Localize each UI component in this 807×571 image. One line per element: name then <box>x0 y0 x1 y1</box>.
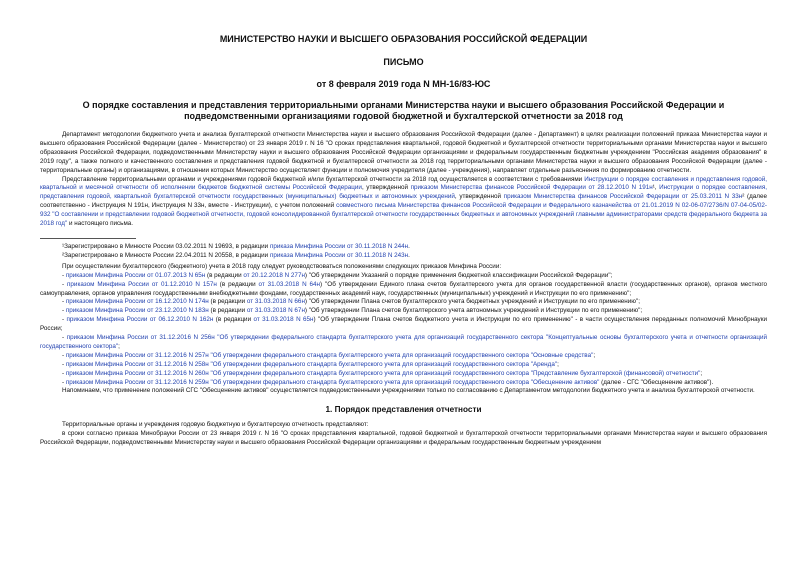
text-segment: (в редакции <box>208 298 247 306</box>
list-dash: - <box>62 360 66 368</box>
link-order[interactable]: приказом Минфина России от 31.12.2016 N 256н "Об утверждении федерального стандарта бухгалтерского учета для организаций государственного сектора "Концептуальные основы бухгалтерского учета и отчетности организаций государственного сектора" <box>40 334 767 350</box>
link-instruction-33n[interactable]: Инструкции о порядке составления, представления годовой, квартальной бухгалтерской отчетности государственных (муниципальных) бюджетных и автономных учреждений <box>40 184 767 201</box>
text-segment: . <box>408 242 410 250</box>
text-segment: ²Зарегистрировано в Минюсте России 22.04.2011 N 20558, в редакции <box>62 251 270 259</box>
list-dash: - <box>62 378 66 386</box>
link-order[interactable]: приказом Минфина России от 31.12.2016 N 258н "Об утверждении федерального стандарта бухгалтерского учета для организаций государственного сектора "Аренда" <box>65 360 558 368</box>
text-segment: ) "Об утверждении Плана счетов бюджетного учета и Инструкции по его применению" - в части осуществления переданных полномочий Минобрнауки России; <box>40 316 767 333</box>
orders-intro: При осуществлении бухгалтерского (бюджетного) учета в 2018 году следует руководствоваться положениями следующих приказов Минфина России: <box>62 262 502 270</box>
order-list-item <box>40 281 767 299</box>
text-segment: ) "Об утверждении Плана счетов бухгалтерского учета автономных учреждений и Инструкции по его применению"; <box>304 307 643 315</box>
link-order[interactable]: приказом Минфина России от 01.12.2010 N 157н <box>67 280 217 288</box>
section-heading: 1. Порядок представления отчетности <box>325 405 482 415</box>
text-segment: ; <box>118 342 120 350</box>
link-order-243n[interactable]: приказа Минфина России от 30.11.2018 N 243н <box>269 251 409 259</box>
text-segment: ) "Об утверждении Указаний о порядке применения бюджетной классификации Российской Федерации"; <box>304 271 613 279</box>
link-order-33n[interactable]: приказом Министерства финансов Российской Федерации от 25.03.2011 N 33н <box>503 193 743 201</box>
text-segment: ) "Об утверждении Единого плана счетов бухгалтерского учета для органов государственной власти (государственных органов), органов местного самоуправления, органов управления государственными внебюджетными фондами, государственных академий наук, государственных (муниципальных) учреждений и Инструкции по его применению"; <box>40 280 767 297</box>
text-segment: ; <box>557 360 559 368</box>
text-segment: (в редакции <box>208 307 247 315</box>
link-order[interactable]: приказом Минфина России от 31.12.2016 N 257н "Об утверждении федерального стандарта бухгалтерского учета для организаций государственного сектора "Основные средства" <box>65 351 594 359</box>
order-list-item <box>40 272 767 281</box>
link-order-revision[interactable]: от 31.03.2018 N 67н <box>246 307 305 315</box>
footnote-2 <box>40 252 767 261</box>
section-paragraph-2: в сроки согласно приказа Минобрауки России от 23 января 2019 г. N 16 "О сроках представления квартальной, годовой бюджетной и бухгалтерской отчетности территориальными органами Министерства науки и высшего образования Российской Федерации, подведомственными Министерству науки и высшего образования Российской Федерации организациями и федеральным государственным бюджетным учреждением <box>40 430 767 447</box>
link-order[interactable]: приказом Минфина России от 16.12.2010 N 174н <box>65 298 209 306</box>
document-type: ПИСЬМО <box>383 57 424 67</box>
text-segment: ; <box>700 369 703 377</box>
list-dash: - <box>62 369 66 377</box>
link-order-revision[interactable]: от 20.12.2018 N 277н <box>243 271 305 279</box>
text-segment: ) "Об утверждении Плана счетов бухгалтерского учета бюджетных учреждений и Инструкции по его применению"; <box>304 298 641 306</box>
list-dash: - <box>62 280 68 288</box>
section-paragraph-1: Территориальные органы и учреждения годовую бюджетную и бухгалтерскую отчетность представляют: <box>62 421 369 429</box>
link-joint-letter[interactable]: совместного письма Министерства финансов Российской Федерации и Федерального казначейства от 21.01.2019 N 02-06-07/2736/N 07-04-05/02-932 "О составлении и представлении годовой бюджетной отчетности, годовой консолидированной бухгалтерской отчетности государственных бюджетных и автономных учреждений главными администраторами средств федерального бюджета за 2018 год" <box>40 202 767 228</box>
footnote-divider <box>40 238 136 239</box>
order-list-item <box>40 316 767 334</box>
orders-list <box>40 272 767 388</box>
link-order-revision[interactable]: от 31.03.2018 N 64н <box>258 280 321 288</box>
text-segment: Представление территориальными органами и учреждениями годовой бюджетной и/или бухгалтерской отчетности за 2018 год осуществляется в соответствии с требованиями <box>62 175 585 183</box>
text-segment: . <box>408 251 410 259</box>
link-order-revision[interactable]: от 31.03.2018 N 65н <box>253 316 314 324</box>
order-list-item <box>40 352 767 361</box>
link-order[interactable]: приказом Минфина России от 01.07.2013 N 65н <box>65 271 206 279</box>
link-order-191n[interactable]: приказом Министерства финансов Российской Федерации от 28.12.2010 N 191н <box>410 184 653 192</box>
text-segment: , утвержденной <box>454 193 504 201</box>
link-instruction-191n[interactable]: Инструкции о порядке составления и представления годовой, квартальной и месячной отчетности об исполнении бюджетов бюджетной системы Российской Федерации <box>40 175 767 192</box>
link-order[interactable]: приказом Минфина России от 06.12.2010 N 162н <box>66 316 214 324</box>
text-segment: (в редакции <box>216 280 259 288</box>
text-segment: ¹Зарегистрировано в Минюсте России 03.02.2011 N 19693, в редакции <box>62 242 270 250</box>
text-segment: (в редакции <box>205 271 244 279</box>
reminder-paragraph: Напоминаем, что применение положений СГС "Обесценение активов" осуществляется подведомственными учреждениями только по согласованию с Департаментом методологии бюджетного учета и анализа бухгалтерской отчетности. <box>62 387 755 395</box>
link-order[interactable]: приказом Минфина России от 23.12.2010 N 183н <box>65 307 209 315</box>
text-segment: (в редакции <box>213 316 254 324</box>
text-segment: (далее - СГС "Обесценение активов"). <box>599 378 714 386</box>
text-segment: ; <box>593 351 596 359</box>
link-order-revision[interactable]: от 31.03.2018 N 66н <box>246 298 305 306</box>
paragraph-purpose: Департамент методологии бюджетного учета и анализа бухгалтерской отчетности Министерства науки и высшего образования Российской Федерации (далее - Департамент) в целях реализации положений приказа Министерства науки и высшего образования Российской Федерации (далее - Министерство) от 23 января 2019 г. N 16 "О сроках представления квартальной, годовой бюджетной и бухгалтерской отчетности территориальными органами Министерства науки и высшего образования Российской Федерации, подведомственными Министерству науки и высшего образования Российской Федерации организациями и федеральным государственным бюджетным учреждением "Российская академия образования" в 2019 году", а также полного и качественного составления и представления годовой бюджетной и бухгалтерской отчетности за 2018 год территориальными органами Министерства науки и высшего образования Российской Федерации (далее - территориальные органы) и организациями, в отношении которых Министерство осуществляет функции и полномочия учредителя (далее - учреждения), направляет отдельные разъяснения по формированию отчетности. <box>40 131 767 174</box>
document-date-number: от 8 февраля 2019 года N МН-16/83-ЮС <box>316 79 491 89</box>
paragraph-requirements <box>40 176 767 229</box>
order-list-item <box>40 334 767 352</box>
footnote-1 <box>40 243 767 252</box>
list-dash: - <box>62 271 66 279</box>
list-dash: - <box>62 316 67 324</box>
list-dash: - <box>62 351 66 359</box>
order-list-item <box>40 361 767 370</box>
list-dash: - <box>62 307 66 315</box>
document-subject: О порядке составления и представления территориальными органами Министерства науки и высшего образования Российской Федерации и подведомственными организациями годовой бюджетной и бухгалтерской отчетности за 2018 год <box>82 100 725 121</box>
order-list-item <box>40 307 767 316</box>
text-segment: , утвержденной <box>361 184 411 192</box>
link-order[interactable]: приказом Минфина России от 31.12.2016 N 260н "Об утверждении федерального стандарта бухгалтерского учета для организаций государственного сектора "Представление бухгалтерской (финансовой) отчетности" <box>65 369 701 377</box>
text-segment: ² (далее соответственно - Инструкция N 191н, Инструкция N 33н, вместе - Инструкции), с учетом положений <box>40 193 767 210</box>
order-list-item <box>40 298 767 307</box>
list-dash: - <box>62 298 66 306</box>
text-segment: и настоящего письма. <box>67 220 134 228</box>
order-list-item <box>40 370 767 379</box>
link-order-244n[interactable]: приказа Минфина России от 30.11.2018 N 244н <box>269 242 409 250</box>
list-dash: - <box>62 334 67 342</box>
ministry-title: МИНИСТЕРСТВО НАУКИ И ВЫСШЕГО ОБРАЗОВАНИЯ РОССИЙСКОЙ ФЕДЕРАЦИИ <box>219 34 588 44</box>
text-segment: ¹, <box>652 184 660 192</box>
link-order[interactable]: приказом Минфина России от 31.12.2016 N 259н "Об утверждении федерального стандарта бухгалтерского учета для организаций государственного сектора "Обесценение активов" <box>65 378 600 386</box>
